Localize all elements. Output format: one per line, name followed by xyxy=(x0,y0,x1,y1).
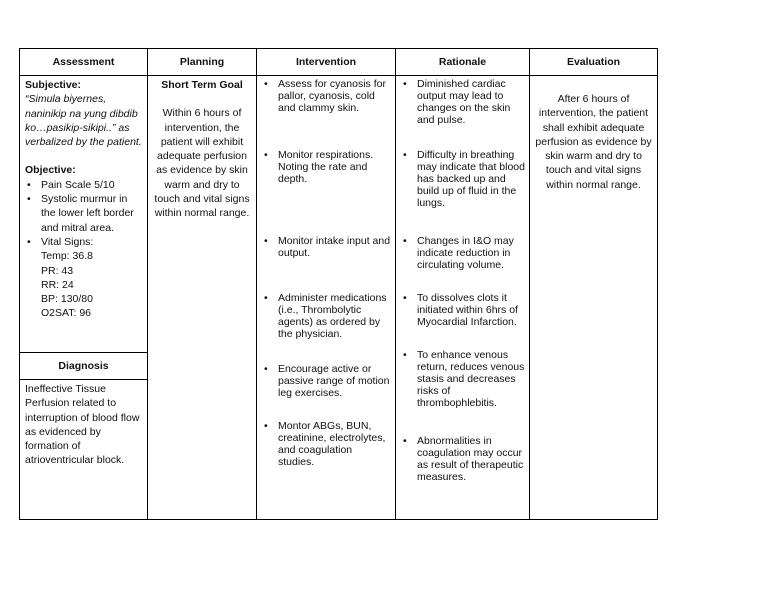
assessment-body xyxy=(20,76,147,323)
vital-pr: PR: 43 xyxy=(41,264,74,277)
rationale-item: • Abnormalities in coagulation may occur as result of therapeutic measures. xyxy=(401,435,525,483)
evaluation-text: After 6 hours of intervention, the patient shall exhibit adequate perfusion as evidence by skin warm and dry to touch and vital signs within normal range. xyxy=(535,93,652,191)
subjective-quote: “Simula biyernes, naninikip na yung dibdib ko…pasikip-sikipi..” as verbalized by the patient. xyxy=(25,93,142,149)
vital-rr: RR: 24 xyxy=(41,278,74,291)
intervention-item: • Assess for cyanosis for pallor, cyanosis, cold and clammy skin. xyxy=(262,78,391,114)
rationale-item: • To enhance venous return, reduces venous stasis and decreases risks of thrombophlebitis. xyxy=(401,349,525,409)
vital-o2sat: O2SAT: 96 xyxy=(41,307,91,320)
intervention-item: • Monitor respirations. Noting the rate and depth. xyxy=(262,149,391,185)
rationale-column xyxy=(396,49,530,519)
intervention-item: • Encourage active or passive range of motion leg exercises. xyxy=(262,363,391,399)
care-plan-table xyxy=(19,48,658,520)
evaluation-header: Evaluation xyxy=(530,49,657,76)
rationale-item: • To dissolves clots it initiated within 6hrs of Myocardial Infarction. xyxy=(401,292,525,328)
vital-bp: BP: 130/80 xyxy=(41,293,93,306)
evaluation-body xyxy=(530,76,657,194)
evaluation-column xyxy=(530,49,657,519)
objective-list xyxy=(25,178,142,249)
objective-item: • Systolic murmur in the lower left border and mitral area. xyxy=(25,192,142,235)
short-term-goal-title: Short Term Goal xyxy=(161,79,243,91)
intervention-column xyxy=(257,49,396,519)
intervention-item: • Montor ABGs, BUN, creatinine, electrolytes, and coagulation studies. xyxy=(262,420,391,468)
objective-item: • Pain Scale 5/10 xyxy=(25,178,142,192)
intervention-item: • Monitor intake input and output. xyxy=(262,235,391,259)
planning-body xyxy=(148,76,256,223)
planning-header: Planning xyxy=(148,49,256,76)
rationale-item: • Difficulty in breathing may indicate that blood has backed up and build up of fluid in the lungs. xyxy=(401,149,525,209)
planning-column xyxy=(148,49,257,519)
diagnosis-text: Ineffective Tissue Perfusion related to interruption of blood flow as evidenced by formation of atrioventricular block. xyxy=(25,383,140,467)
objective-item: • Vital Signs: xyxy=(25,235,142,249)
rationale-item: • Changes in I&O may indicate reduction in circulating volume. xyxy=(401,235,525,271)
rationale-header: Rationale xyxy=(396,49,529,76)
vital-signs xyxy=(25,249,142,320)
short-term-goal-text: Within 6 hours of intervention, the patient will exhibit adequate perfusion as evidence by skin warm and dry to touch and vital signs within normal range. xyxy=(154,107,250,220)
subjective-label: Subjective: xyxy=(25,79,82,91)
rationale-item: • Diminished cardiac output may lead to changes on the skin and pulse. xyxy=(401,78,525,126)
objective-label: Objective: xyxy=(25,164,76,177)
intervention-item: • Administer medications (i.e., Thrombolytic agents) as ordered by the physician. xyxy=(262,292,391,340)
diagnosis-header: Diagnosis xyxy=(20,352,147,380)
intervention-header: Intervention xyxy=(257,49,395,76)
assessment-header: Assessment xyxy=(20,49,147,76)
assessment-column xyxy=(20,49,148,519)
vital-temp: Temp: 36.8 xyxy=(41,250,93,263)
